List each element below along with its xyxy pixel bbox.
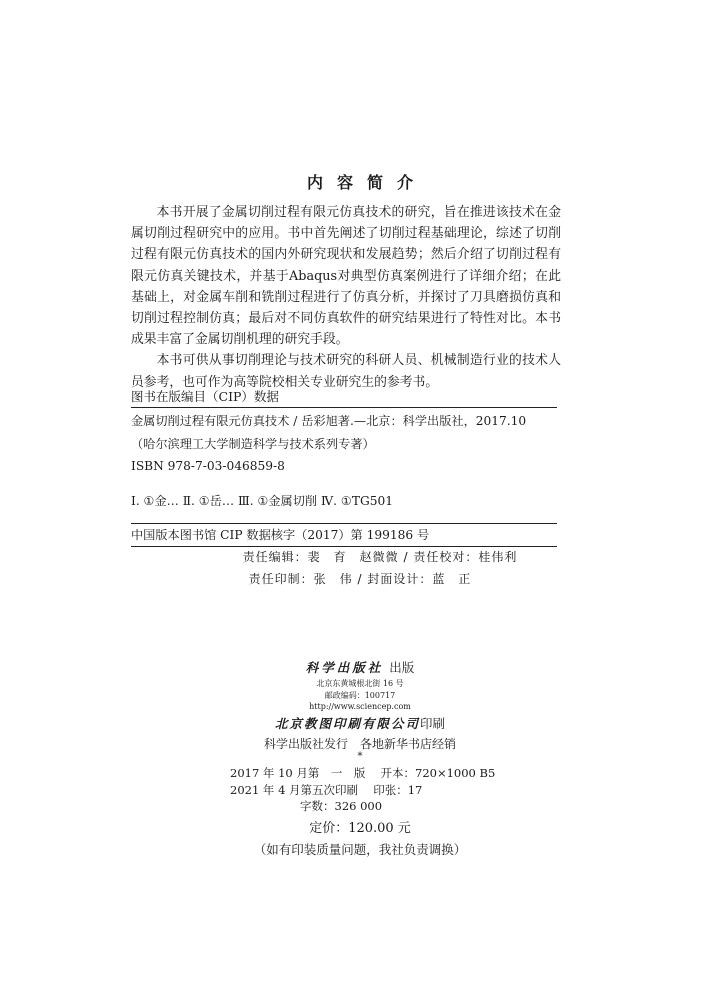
edition-line: 2017 年 10 月第 一 版 开本：720×1000 B5: [230, 766, 496, 780]
publisher-line: [0, 658, 720, 676]
separator-star: *: [357, 751, 363, 762]
publisher-address: 北京东黄城根北街 16 号: [316, 679, 404, 688]
publisher-suffix: 出版: [389, 660, 415, 675]
publisher-postcode: 邮政编码：100717: [324, 691, 396, 700]
summary-title: 内容简介: [306, 173, 427, 192]
printer-name: 北京教图印刷有限公司: [274, 716, 420, 731]
printing-line: 2021 年 4 月第五次印刷 印张：17: [230, 783, 423, 797]
editor-credits: 责任编辑：裴 育 赵微微 / 责任校对：桂伟利: [242, 550, 518, 564]
publisher-website: http://www.sciencep.com: [309, 702, 411, 711]
price: 定价：120.00 元: [309, 821, 411, 836]
cip-record-block: [131, 410, 557, 478]
printer-suffix: 印刷: [420, 716, 446, 731]
cip-record: 金属切削过程有限元仿真技术 / 岳彩旭著.—北京：科学出版社，2017.10: [131, 414, 527, 428]
production-credits: 责任印制：张 伟 / 封面设计：蓝 正: [248, 572, 472, 586]
summary-paragraph: 本书开展了金属切削过程有限元仿真技术的研究，旨在推进该技术在金属切削过程研究中的应用。书中首先阐述了切削过程基础理论，综述了切削过程有限元仿真技术的国内外研究现状和发展趋势；然后介绍了切削过程有限元仿真关键技术，并基于Abaqus对典型仿真案例进行了详细介绍；在此基础上，对金属车削和铣削过程进行了仿真分析，并探讨了刀具磨损仿真和切削过程控制仿真；最后对不同仿真软件的研究结果进行了特性对比。本书成果丰富了金属切削机理的研究手段。: [131, 205, 561, 348]
summary-paragraph: 本书可供从事切削理论与技术研究的科研人员、机械制造行业的技术人员参考，也可作为高等院校相关专业研究生的参考书。: [131, 353, 561, 390]
printer-line: [0, 714, 720, 732]
summary-body: [131, 202, 561, 393]
publisher-logo-text: 科学出版社: [305, 660, 384, 675]
cip-series: （哈尔滨理工大学制造科学与技术系列专著）: [131, 436, 375, 451]
word-count: 字数：326 000: [300, 799, 383, 813]
cip-isbn: ISBN 978-7-03-046859-8: [131, 459, 285, 473]
cip-index: Ⅰ. ①金… Ⅱ. ①岳… Ⅲ. ①金属切削 Ⅳ. ①TG501: [131, 494, 393, 508]
cip-heading: 图书在版编目（CIP）数据: [131, 387, 557, 408]
distribution-line: 科学出版社发行 各地新华书店经销: [263, 737, 456, 751]
cip-library-number: 中国版本图书馆 CIP 数据核字（2017）第 199186 号: [131, 523, 557, 547]
quality-note: （如有印装质量问题，我社负责调换）: [253, 842, 467, 857]
